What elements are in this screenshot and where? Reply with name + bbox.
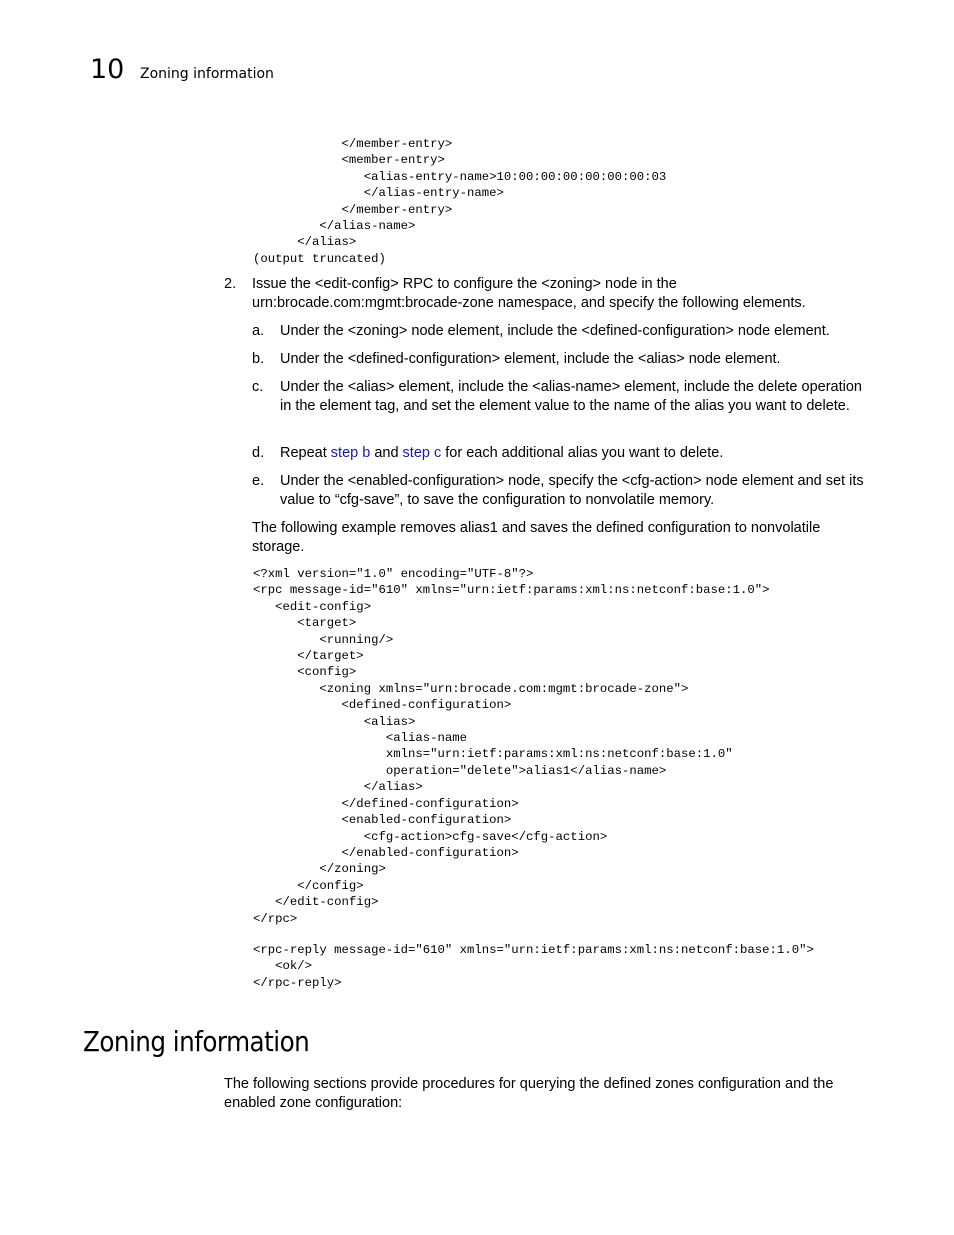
section-heading: Zoning information bbox=[83, 1025, 310, 1058]
substep-text: Under the <zoning> node element, include the <defined-configuration> node element. bbox=[280, 323, 830, 339]
chapter-title: Zoning information bbox=[140, 66, 274, 82]
substep-text: Under the <enabled-configuration> node, specify the <cfg-action> node element and set its value to “cfg-save”, to save the configuration to nonvolatile memory. bbox=[280, 473, 864, 508]
substep-letter: a. bbox=[252, 323, 265, 339]
substep-d-middle: and bbox=[370, 445, 403, 461]
code-block-alias-output: </member-entry> <member-entry> <alias-entry-name>10:00:00:00:00:00:00:03 </alias-entry-name> </member-entry> </alias-name> </alias> (output truncated) bbox=[253, 137, 667, 266]
chapter-number: 10 bbox=[90, 54, 125, 85]
substep-text: Under the <alias> element, include the <alias-name> element, include the delete operation in the element tag, and set the element value to the name of the alias you want to delete. bbox=[280, 379, 862, 414]
substep-letter: d. bbox=[252, 445, 265, 461]
substep-d-prefix: Repeat bbox=[280, 445, 331, 461]
substep-letter: c. bbox=[252, 379, 264, 395]
step-b-link[interactable]: step b bbox=[330, 445, 371, 461]
substep-text bbox=[280, 444, 870, 463]
section-text: The following sections provide procedures for querying the defined zones configuration and the enabled zone configuration: bbox=[224, 1076, 834, 1111]
substep-letter: e. bbox=[252, 473, 265, 489]
step-number: 2. bbox=[224, 276, 237, 292]
example-intro: The following example removes alias1 and saves the defined configuration to nonvolatile storage. bbox=[252, 520, 821, 555]
code-block-rpc-reply: <rpc-reply message-id="610" xmlns="urn:ietf:params:xml:ns:netconf:base:1.0"> <ok/> </rpc-reply> bbox=[253, 943, 814, 990]
step-text: Issue the <edit-config> RPC to configure the <zoning> node in the urn:brocade.com:mgmt:brocade-zone namespace, and specify the following elements. bbox=[252, 276, 806, 311]
substep-text: Under the <defined-configuration> element, include the <alias> node element. bbox=[280, 351, 781, 367]
substep-d-suffix: for each additional alias you want to delete. bbox=[441, 445, 724, 461]
step-c-link[interactable]: step c bbox=[402, 445, 442, 461]
code-block-edit-config: <?xml version="1.0" encoding="UTF-8"?> <rpc message-id="610" xmlns="urn:ietf:params:xml:ns:netconf:base:1.0"> <edit-config> <target> <running/> </target> <config> <zoning xmlns="urn:brocade.com:mgmt:brocade-zone"> <defined-configuration> <alias> <alias-name xmlns="urn:ietf:params:xml:ns:netconf:base:1.0" operation="delete">alias1</alias-name> </alias> </defined-configuration> <enabled-configuration> <cfg-action>cfg-save</cfg-action> </enabled-configuration> </zoning> </config> </edit-config> </rpc> bbox=[253, 567, 770, 926]
substep-letter: b. bbox=[252, 351, 265, 367]
